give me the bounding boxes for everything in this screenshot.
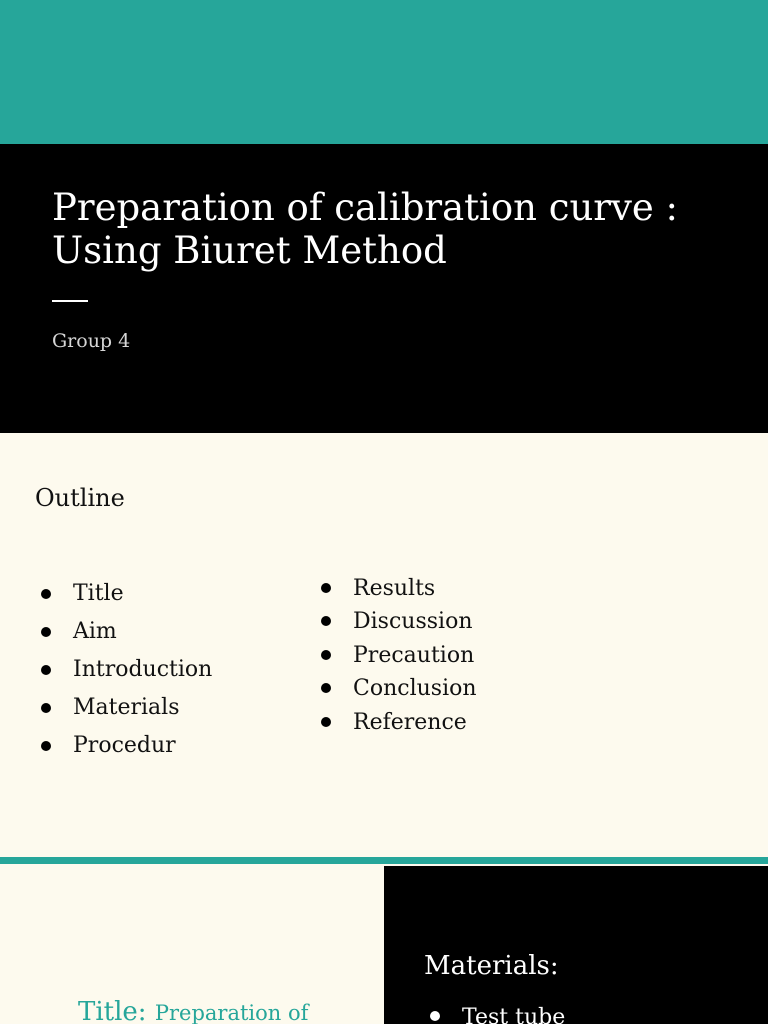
title-panel: [0, 866, 384, 1024]
outline-item-label: Procedur: [73, 733, 176, 758]
outline-list-item: [315, 673, 477, 706]
slide3-title-value: Preparation of: [154, 1001, 309, 1024]
outline-slide: [0, 433, 768, 857]
materials-heading: Materials:: [424, 951, 559, 981]
bullet-icon: [41, 665, 51, 675]
outline-item-label: Reference: [353, 709, 467, 735]
outline-list-item: [35, 616, 212, 654]
slide-title-line-2: Using Biuret Method: [52, 229, 447, 272]
outline-item-label: Materials: [73, 695, 180, 720]
title-slide: [0, 144, 768, 433]
outline-list-item: [315, 640, 477, 673]
outline-list-item: [35, 692, 212, 730]
bullet-icon: [321, 683, 331, 693]
materials-item-label: Test tube: [462, 1005, 566, 1024]
bullet-icon: [41, 741, 51, 751]
bullet-icon: [321, 717, 331, 727]
outline-list-item: [35, 730, 212, 768]
outline-list-item: [35, 654, 212, 692]
slide-divider: [0, 857, 768, 864]
outline-item-label: Precaution: [353, 642, 475, 668]
outline-item-label: Conclusion: [353, 676, 477, 702]
slide-title-line-1: Preparation of calibration curve :: [52, 186, 678, 229]
slide-subtitle: Group 4: [52, 330, 131, 352]
bullet-icon: [321, 583, 331, 593]
slide3-title-label: Title:: [78, 997, 147, 1024]
outline-item-label: Aim: [73, 619, 117, 644]
outline-item-label: Results: [353, 576, 436, 601]
outline-item-label: Discussion: [353, 609, 473, 635]
materials-list-item: [424, 1002, 565, 1024]
bullet-icon: [41, 589, 51, 599]
outline-list-item: [315, 606, 477, 639]
outline-item-label: Introduction: [73, 657, 213, 682]
outline-item-label: Title: [73, 581, 124, 606]
slide-title: [52, 186, 742, 272]
slide3-title: [78, 996, 308, 1024]
bullet-icon: [321, 650, 331, 660]
outline-list-right: [315, 573, 477, 740]
outline-list-item: [35, 578, 212, 616]
outline-heading: Outline: [35, 484, 125, 512]
materials-panel: [384, 866, 768, 1024]
bullet-icon: [430, 1011, 440, 1021]
outline-list-left: [35, 578, 212, 768]
title-underline-rule: [52, 300, 88, 302]
outline-list-item: [315, 573, 477, 606]
bullet-icon: [41, 703, 51, 713]
bullet-icon: [321, 616, 331, 626]
outline-list-item: [315, 707, 477, 740]
bullet-icon: [41, 627, 51, 637]
title-slide-accent-band: [0, 0, 768, 144]
materials-list: [424, 1002, 565, 1024]
